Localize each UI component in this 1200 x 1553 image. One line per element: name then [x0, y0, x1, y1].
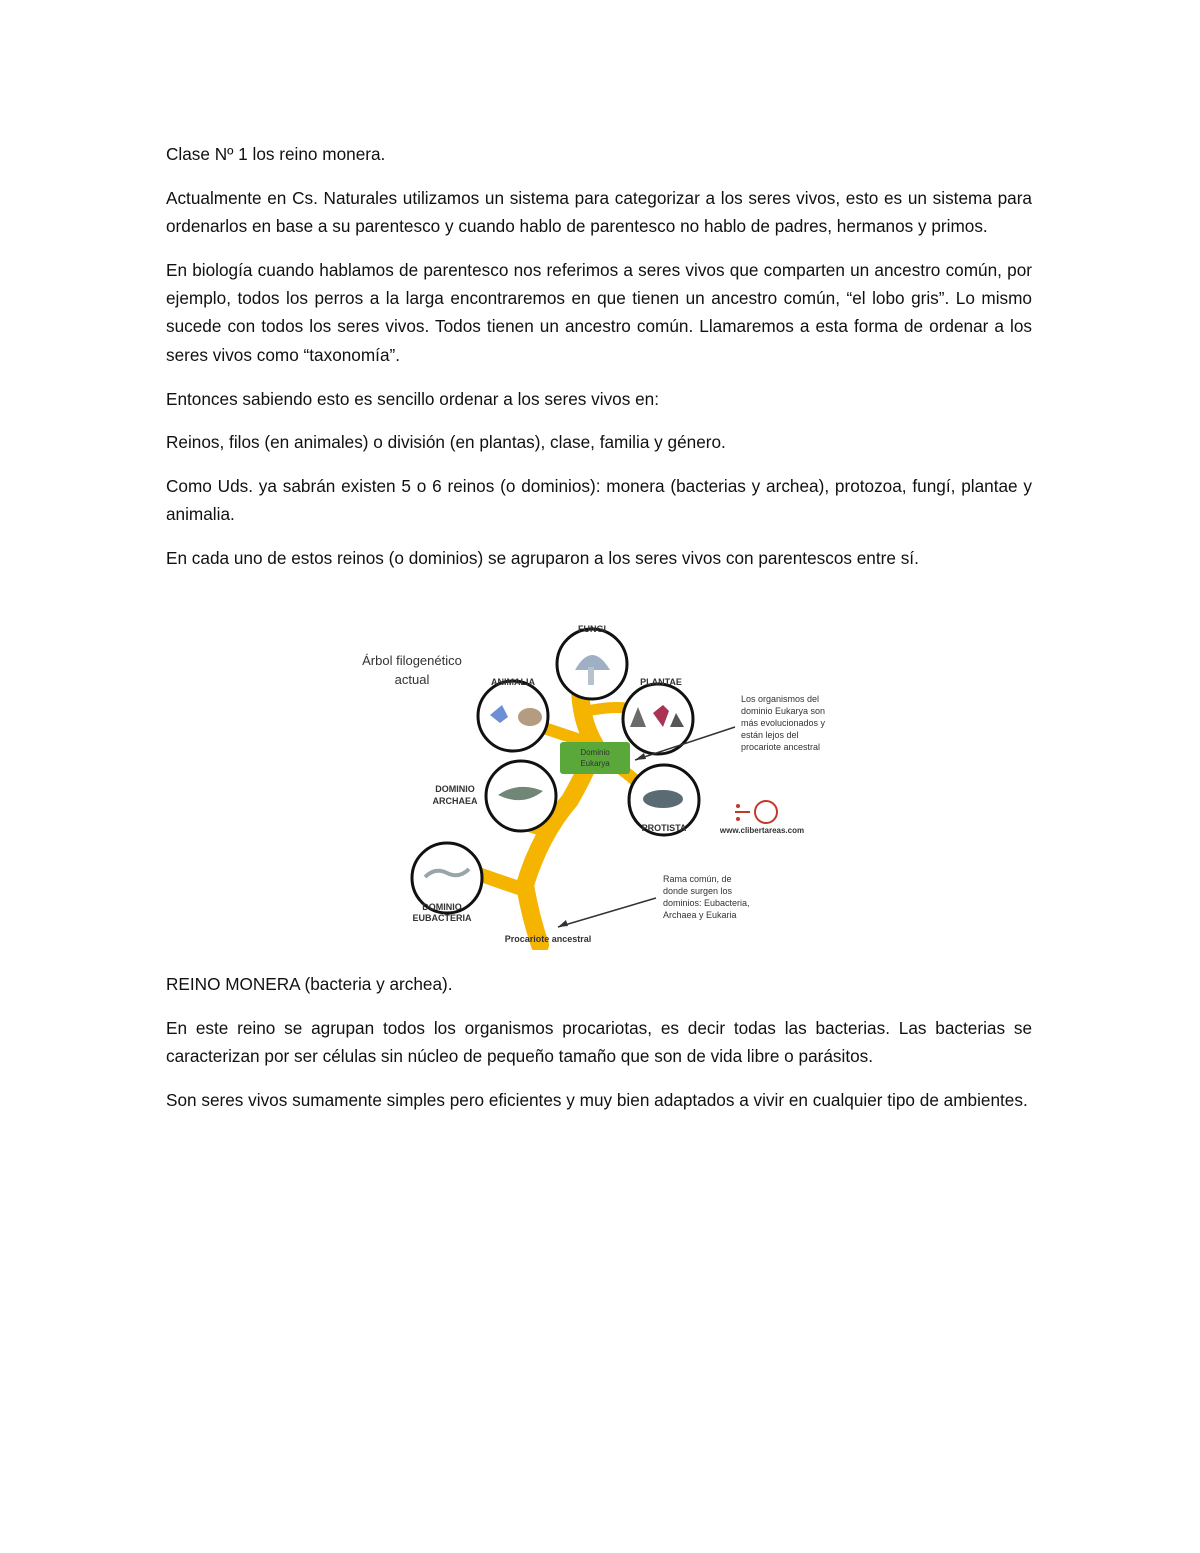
- paragraph-monera: En este reino se agrupan todos los organismos procariotas, es decir todas las bacterias. Las bacterias se caracterizan por ser células sin núcleo de pequeño tamaño que son de vida libre o parásitos.: [166, 1017, 1032, 1067]
- website-label: www.clibertareas.com: [719, 826, 805, 835]
- ancestor-label: Procariote ancestral: [504, 934, 592, 944]
- eukarya-note: [741, 694, 826, 752]
- archaea-circle: [486, 761, 556, 831]
- archaea-label-2: ARCHAEA: [432, 796, 478, 806]
- fungi-label: FUNGI: [578, 624, 606, 634]
- svg-text:Los organismos del: Los organismos del: [741, 694, 820, 704]
- svg-text:procariote ancestral: procariote ancestral: [741, 742, 821, 752]
- archaea-label-1: DOMINIO: [435, 784, 475, 794]
- animalia-label: ANIMALIA: [491, 677, 535, 687]
- fungi-circle: [557, 629, 627, 699]
- paragraph-adaptacion: Son seres vivos sumamente simples pero eficientes y muy bien adaptados a vivir en cualquier tipo de ambientes.: [166, 1089, 1028, 1110]
- svg-text:Archaea y Eukaria: Archaea y Eukaria: [663, 910, 737, 920]
- website-logo: [735, 801, 777, 823]
- section-heading: REINO MONERA (bacteria y archea).: [166, 974, 453, 994]
- lower-text: [166, 970, 1032, 1130]
- paragraph-agrupacion: En cada uno de estos reinos (o dominios) se agruparon a los seres vivos con parentescos entre sí.: [166, 548, 919, 569]
- eukarya-label-1: Dominio: [580, 748, 610, 757]
- document-title: Clase Nº 1 los reino monera.: [166, 144, 386, 164]
- svg-text:dominio Eukarya son: dominio Eukarya son: [741, 706, 826, 716]
- ancestor-arrowhead: [558, 920, 568, 927]
- figure-title-line1: Árbol filogenético: [362, 653, 462, 668]
- svg-text:dominios: Eubacteria,: dominios: Eubacteria,: [663, 898, 750, 908]
- svg-text:Rama común, de: Rama común, de: [663, 874, 732, 884]
- paragraph-intro: Actualmente en Cs. Naturales utilizamos un sistema para categorizar a los seres vivos, esto es un sistema para ordenarlos en base a su parentesco y cuando hablo de parentesco no hablo de padres, hermanos y primos.: [166, 187, 1032, 237]
- plantae-label: PLANTAE: [640, 677, 682, 687]
- svg-text:más evolucionados y: más evolucionados y: [741, 718, 826, 728]
- upper-text: [166, 140, 1032, 588]
- paragraph-parentesco: En biología cuando hablamos de parentesco nos referimos a seres vivos que comparten un ancestro común, por ejemplo, todos los perros a la larga encontraremos en que tienen un ancestro común, “el lobo gris”. Lo mismo sucede con todos los seres vivos. Todos tienen un ancestro común. Llamaremos a esta forma de ordenar a los seres vivos como “taxonomía”.: [166, 259, 1032, 365]
- paragraph-reinos: Como Uds. ya sabrán existen 5 o 6 reinos (o dominios): monera (bacterias y archea), protozoa, fungí, plantae y animalia.: [166, 476, 1032, 525]
- figure-title-line2: actual: [394, 672, 430, 687]
- protista-label: PROTISTA: [641, 823, 687, 833]
- svg-text:están lejos del: están lejos del: [741, 730, 799, 740]
- phylogenetic-tree-figure: [330, 615, 830, 950]
- paragraph-categorias: Reinos, filos (en animales) o división (en plantas), clase, familia y género.: [166, 432, 726, 453]
- paragraph-ordenar: Entonces sabiendo esto es sencillo ordenar a los seres vivos en:: [166, 388, 659, 409]
- ancestor-note: [663, 874, 750, 920]
- eukarya-label-2: Eukarya: [580, 759, 610, 768]
- eubacteria-label-2: EUBACTERIA: [412, 913, 472, 923]
- eukarya-node: [560, 742, 630, 774]
- svg-text:donde surgen los: donde surgen los: [663, 886, 733, 896]
- ancestor-arrow: [558, 898, 656, 927]
- eukarya-arrowhead: [635, 753, 646, 760]
- eubacteria-label-1: DOMINIO: [422, 902, 462, 912]
- plantae-circle: [623, 684, 693, 754]
- animalia-circle: [478, 681, 548, 751]
